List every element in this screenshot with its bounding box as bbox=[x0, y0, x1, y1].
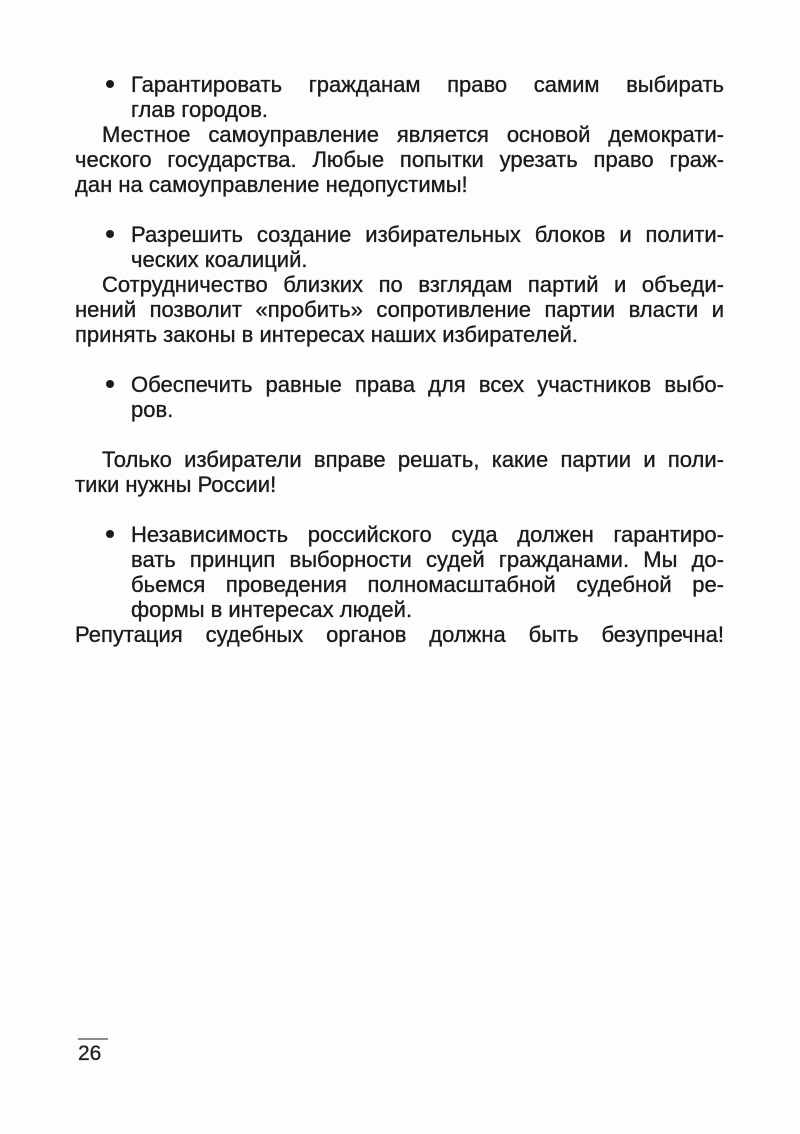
text-line: Гарантировать гражданам право самим выбирать bbox=[131, 72, 724, 97]
section-spacer bbox=[75, 422, 724, 447]
text-line: Обеспечить равные права для всех участников выбо- bbox=[131, 372, 724, 397]
bullet-item bbox=[75, 72, 724, 122]
text-line: формы в интересах людей. bbox=[131, 597, 413, 622]
paragraph bbox=[75, 622, 724, 647]
section-spacer bbox=[75, 197, 724, 222]
text-line: Сотрудничество близких по взглядам партий и объеди- bbox=[102, 272, 724, 297]
bullet-marker-icon bbox=[106, 380, 114, 388]
bullet-item bbox=[75, 522, 724, 622]
text-line: Разрешить создание избирательных блоков и полити- bbox=[131, 222, 724, 247]
text-line: тики нужны России! bbox=[75, 472, 277, 497]
section-spacer bbox=[75, 497, 724, 522]
paragraph bbox=[75, 447, 724, 497]
section-spacer bbox=[75, 347, 724, 372]
bullet-marker-icon bbox=[106, 530, 114, 538]
text-line: принять законы в интересах наших избирателей. bbox=[75, 322, 579, 347]
text-line: Репутация судебных органов должна быть безупречна! bbox=[75, 622, 724, 647]
text-line: бьемся проведения полномасштабной судебной ре- bbox=[131, 572, 724, 597]
text-line: вать принцип выборности судей гражданами. Мы до- bbox=[131, 547, 724, 572]
bullet-marker-icon bbox=[106, 230, 114, 238]
paragraph bbox=[75, 272, 724, 347]
text-line: ческих коалиций. bbox=[131, 247, 308, 272]
bullet-marker-icon bbox=[106, 80, 114, 88]
page-body-text bbox=[75, 72, 724, 647]
bullet-item bbox=[75, 372, 724, 422]
text-line: дан на самоуправление недопустимы! bbox=[75, 172, 468, 197]
paragraph bbox=[75, 122, 724, 197]
text-line: Местное самоуправление является основой демократи- bbox=[102, 122, 724, 147]
page-number: 26 bbox=[78, 1042, 102, 1065]
text-line: Только избиратели вправе решать, какие партии и поли- bbox=[102, 447, 724, 472]
text-line: нений позволит «пробить» сопротивление партии власти и bbox=[75, 297, 724, 322]
bullet-item bbox=[75, 222, 724, 272]
text-line: глав городов. bbox=[131, 97, 269, 122]
footer-rule bbox=[78, 1038, 108, 1040]
text-line: ческого государства. Любые попытки урезать право граж- bbox=[75, 147, 724, 172]
text-line: Независимость российского суда должен гарантиро- bbox=[131, 522, 724, 547]
text-line: ров. bbox=[131, 397, 174, 422]
